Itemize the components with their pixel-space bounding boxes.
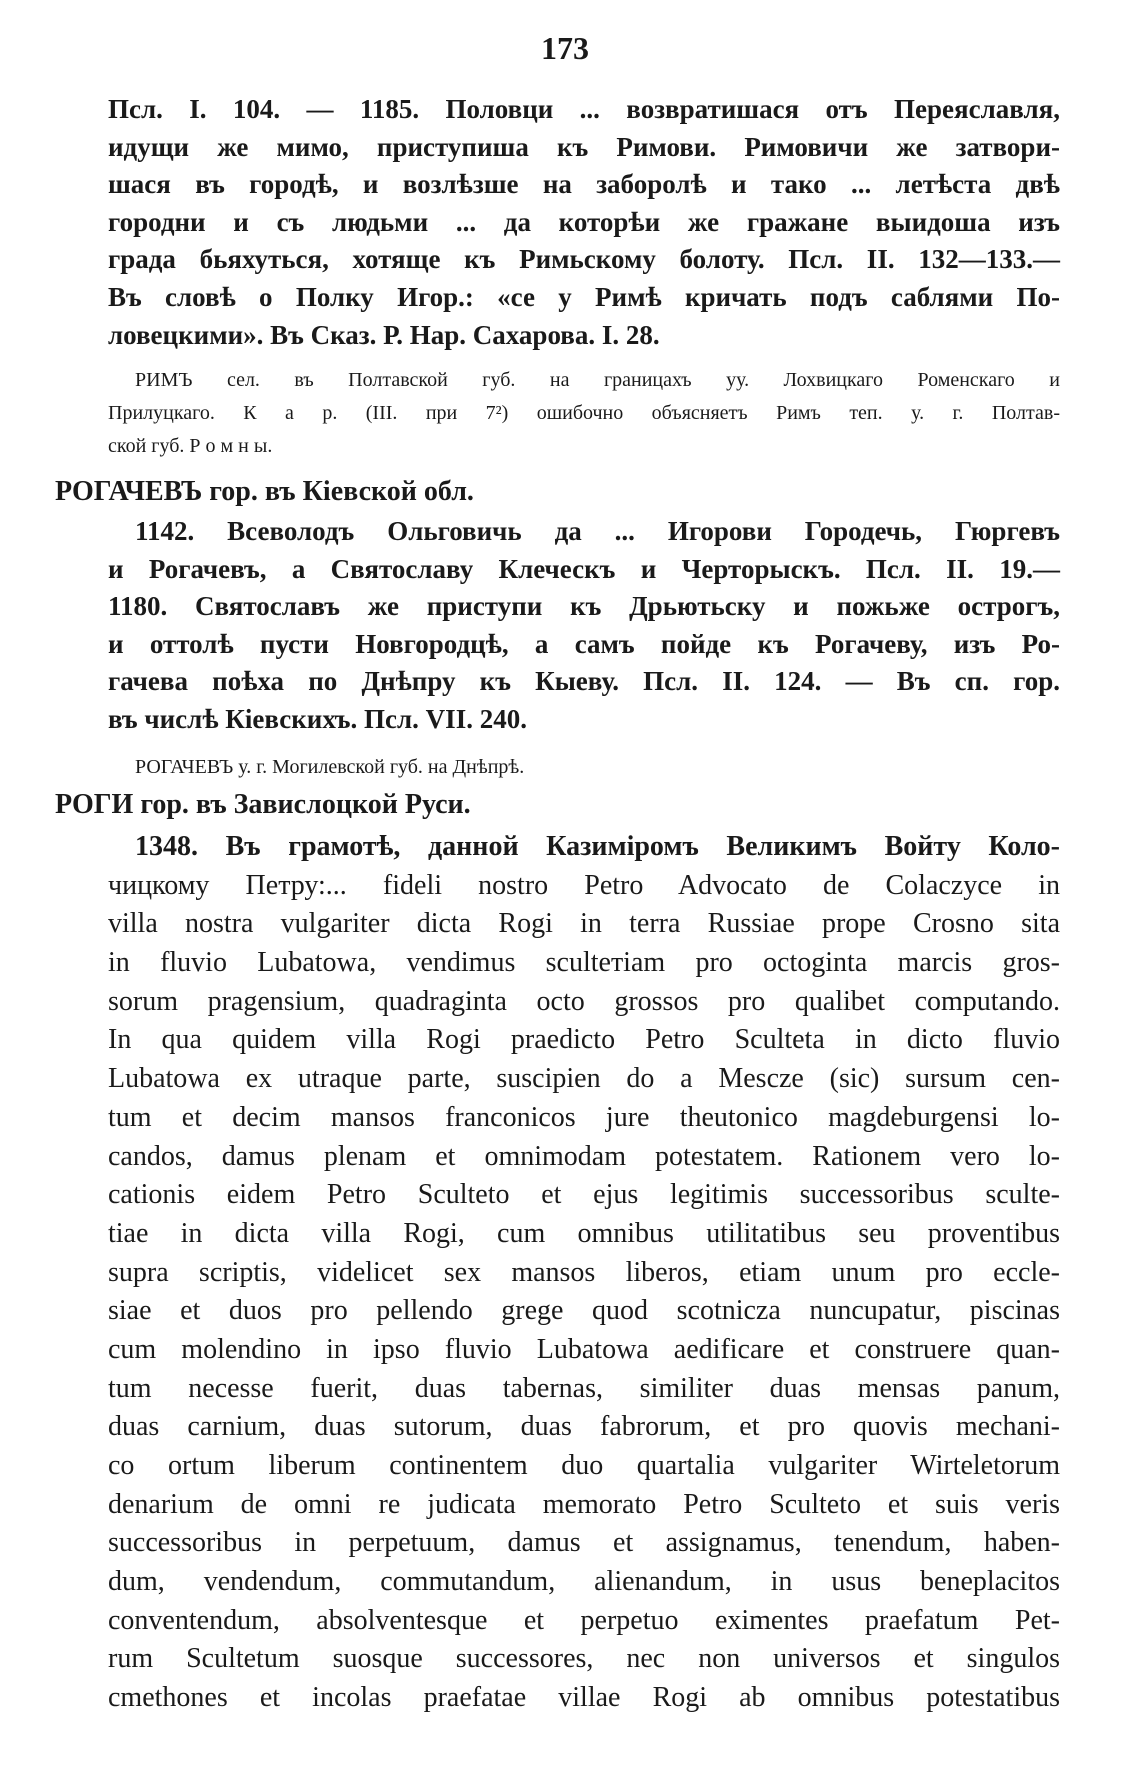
text-line: РОГАЧЕВЪ у. г. Могилевской губ. на Днѣпрѣ. <box>135 756 525 778</box>
text-line: siae et duos pro pellendo grege quod scotnicza nuncupatur, piscinas <box>108 1295 1060 1327</box>
text-line: Псл. I. 104. — 1185. Половци ... возвратишася отъ Переяславля, <box>108 94 1060 124</box>
text-line: successoribus in perpetuum, damus et assignamus, tenendum, haben- <box>108 1527 1060 1559</box>
rogachev-note <box>108 751 1060 784</box>
text-line: 1180. Святославъ же приступи къ Дрьютьску и пожьже острогъ, <box>108 591 1060 622</box>
text-line: 1348. Въ грамотѣ, данной Казиміромъ Великимъ Войту Коло- <box>135 831 1060 862</box>
rogachev-heading: РОГАЧЕВЪ гор. въ Кіевской обл. <box>55 476 474 507</box>
text-line: и Рогачевъ, а Святославу Клеческъ и Черторыскъ. Псл. II. 19.— <box>108 553 1060 584</box>
text-line: co ortum liberum continentem duo quartalia vulgariter Wirteletorum <box>108 1450 1060 1481</box>
text-line: Lubatowa ex utraque parte, suscipien do a Mescze (sic) sursum cen- <box>108 1063 1060 1095</box>
text-line: In qua quidem villa Rogi praedicto Petro Sculteta in dicto fluvio <box>108 1024 1060 1056</box>
text-line: Прилуцкаго. К а р. (III. при 7²) ошибочно объясняетъ Римъ теп. у. г. Полтав- <box>108 402 1060 424</box>
text-line: conventendum, absolventesque et perpetuo eximentes praefatum Pet- <box>108 1604 1060 1636</box>
text-line: tum necesse fuerit, duas tabernas, similiter duas mensas panum, <box>108 1372 1060 1404</box>
text-line: dum, vendendum, commutandum, alienandum, in usus beneplacitos <box>108 1566 1060 1598</box>
text-line: Въ словѣ о Полку Игор.: «се у Римѣ кричать подъ саблями По- <box>108 281 1060 312</box>
text-line: tiae in dicta villa Rogi, cum omnibus utilitatibus seu proventibus <box>108 1217 1060 1249</box>
text-line: идущи же мимо, приступиша къ Римови. Римовичи же затвори- <box>108 131 1060 162</box>
text-line: гачева поѣха по Днѣпру къ Кыеву. Псл. II. 124. — Въ сп. гор. <box>108 666 1060 697</box>
text-line: ловецкими». Въ Сказ. Р. Нар. Сахарова. I. 28. <box>108 319 660 350</box>
rogi-charter <box>108 828 1060 1718</box>
text-line: denarium de omni re judicata memorato Petro Sculteto et suis veris <box>108 1488 1060 1520</box>
text-line: въ числѣ Кіевскихъ. Псл. VII. 240. <box>108 703 527 734</box>
text-line: tum et decim mansos franconicos jure theutonico magdeburgensi lo- <box>108 1101 1060 1133</box>
text-line: града бьяхуться, хотяще къ Римьскому болоту. Псл. II. 132—133.— <box>108 244 1060 275</box>
text-line: cationis eidem Petro Sculteto et ejus legitimis successoribus sculte- <box>108 1179 1060 1211</box>
text-line: cum molendino in ipso fluvio Lubatowa aedificare et construere quan- <box>108 1333 1060 1365</box>
text-line: supra scriptis, videlicet sex mansos liberos, etiam unum pro eccle- <box>108 1256 1060 1288</box>
text-line: чицкому Петру:... fideli nostro Petro Advocato de Colaczyce in <box>108 869 1060 901</box>
text-line: duas carnium, duas sutorum, duas fabrorum, et pro quovis mechani- <box>108 1411 1060 1443</box>
text-line: и оттолѣ пусти Новгородцѣ, а самъ пойде къ Рогачеву, изъ Ро- <box>108 628 1060 659</box>
text-line: ской губ. Р о м н ы. <box>108 435 273 457</box>
text-line: шася въ городѣ, и возлѣзше на заборолѣ и тако ... летѣста двѣ <box>108 169 1060 200</box>
text-line: городни и съ людьми ... да которѣи же гражане выидоша изъ <box>108 206 1060 237</box>
rogachev-chronicle <box>108 513 1060 739</box>
rogi-heading: РОГИ гор. въ Завислоцкой Руси. <box>55 789 471 820</box>
page-number: 173 <box>541 30 589 66</box>
text-line: sorum pragensium, quadraginta octo grossos pro qualibet computando. <box>108 985 1060 1017</box>
text-line: cmethones et incolas praefatae villae Rogi ab omnibus potestatibus <box>108 1682 1060 1714</box>
text-line: РИМЪ сел. въ Полтавской губ. на границахъ уу. Лохвицкаго Роменскаго и <box>135 369 1060 391</box>
text-line: candos, damus plenam et omnimodam potestatem. Rationem vero lo- <box>108 1140 1060 1172</box>
rim-chronicle <box>108 91 1060 354</box>
text-line: in fluvio Lubatowa, vendimus sculteтiam pro octoginta marcis gros- <box>108 947 1060 979</box>
text-line: villa nostra vulgariter dicta Rogi in terra Russiae prope Crosno sita <box>108 908 1060 940</box>
rim-note <box>108 364 1060 463</box>
text-line: 1142. Всеволодъ Ольговичь да ... Игорови Городечь, Гюргевъ <box>135 516 1060 546</box>
text-line: rum Scultetum suosque successores, nec non universos et singulos <box>108 1643 1060 1675</box>
